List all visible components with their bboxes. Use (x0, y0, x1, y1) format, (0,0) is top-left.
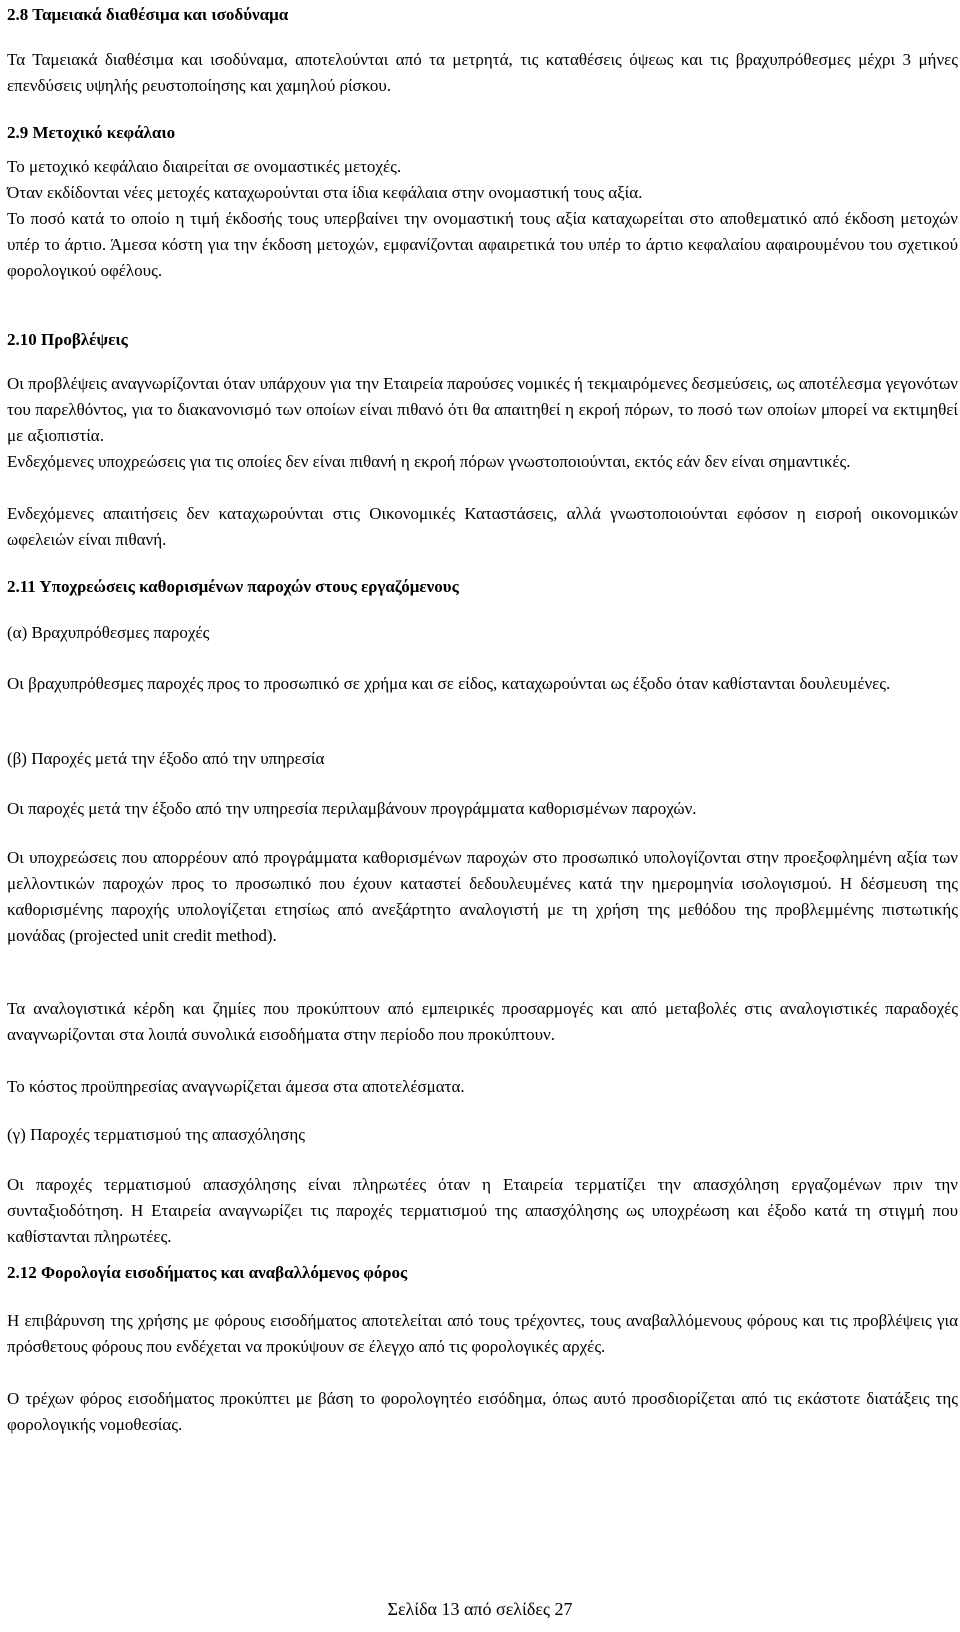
section-2-9-paragraph-1: Το μετοχικό κεφάλαιο διαιρείται σε ονομαστικές μετοχές. (7, 157, 402, 176)
section-2-10-paragraph-1: Οι προβλέψεις αναγνωρίζονται όταν υπάρχουν για την Εταιρεία παρούσες νομικές ή τεκμαιρόμενες δεσμεύσεις, ως αποτέλεσμα γεγονότων του παρελθόντος, για το διακανονισμό των οποίων είναι πιθανό ότι θα απαιτηθεί η εκροή πόρων, το ποσό των οποίων μπορεί να εκτιμηθεί με αξιοπιστία. (7, 374, 958, 445)
section-2-8-heading: 2.8 Ταμειακά διαθέσιμα και ισοδύναμα (7, 5, 289, 24)
section-2-11-b-paragraph-3: Τα αναλογιστικά κέρδη και ζημίες που προκύπτουν από εμπειρικές προσαρμογές και από μεταβολές στις αναλογιστικές παραδοχές αναγνωρίζονται στα λοιπά συνολικά εισοδήματα στην περίοδο που προκύπτουν. (7, 999, 958, 1044)
section-2-9-heading: 2.9 Μετοχικό κεφάλαιο (7, 123, 176, 142)
section-2-12-paragraph-1: Η επιβάρυνση της χρήσης με φόρους εισοδήματος αποτελείται από τους τρέχοντες, τους αναβαλλόμενους φόρους και τις προβλέψεις για πρόσθετους φόρους που ενδέχεται να προκύψουν σε έλεγχο από τις φορολογικές αρχές. (7, 1311, 958, 1356)
section-2-11-b-paragraph-1: Οι παροχές μετά την έξοδο από την υπηρεσία περιλαμβάνουν προγράμματα καθορισμένων παροχών. (7, 799, 697, 818)
section-2-11-subheading-b: (β) Παροχές μετά την έξοδο από την υπηρεσία (7, 749, 325, 768)
section-2-11-subheading-c: (γ) Παροχές τερματισμού της απασχόλησης (7, 1125, 305, 1144)
section-2-11-c-paragraph: Οι παροχές τερματισμού απασχόλησης είναι πληρωτέες όταν η Εταιρεία τερματίζει την απασχόληση εργαζομένων πριν την συνταξιοδότηση. Η Εταιρεία αναγνωρίζει τις παροχές τερματισμού της απασχόλησης ως υποχρέωση και έξοδο κατά τη στιγμή που καθίστανται πληρωτέες. (7, 1175, 958, 1246)
section-2-12-heading: 2.12 Φορολογία εισοδήματος και αναβαλλόμενος φόρος (7, 1263, 408, 1282)
section-2-11-b-paragraph-2: Οι υποχρεώσεις που απορρέουν από προγράμματα καθορισμένων παροχών στο προσωπικό υπολογίζονται στην προεξοφλημένη αξία των μελλοντικών παροχών προς το προσωπικό που έχουν καταστεί δεδουλευμένες κατά την ημερομηνία ισολογισμού. Η δέσμευση της καθορισμένης παροχής υπολογίζεται ετησίως από ανεξάρτητο αναλογιστή με τη χρήση της μεθόδου της προβλεμμένης πιστωτικής μονάδας (projected unit credit method). (7, 848, 958, 945)
section-2-10-paragraph-3: Ενδεχόμενες απαιτήσεις δεν καταχωρούνται στις Οικονομικές Καταστάσεις, αλλά γνωστοποιούνται εφόσον η εισροή οικονομικών ωφελειών είναι πιθανή. (7, 504, 958, 549)
section-2-12-paragraph-2: Ο τρέχων φόρος εισοδήματος προκύπτει με βάση το φορολογητέο εισόδημα, όπως αυτό προσδιορίζεται από τις εκάστοτε διατάξεις της φορολογικής νομοθεσίας. (7, 1389, 958, 1434)
section-2-9-paragraph-2: Όταν εκδίδονται νέες μετοχές καταχωρούνται στα ίδια κεφάλαια στην ονομαστική τους αξία. (7, 183, 643, 202)
section-2-11-heading: 2.11 Υποχρεώσεις καθορισμένων παροχών στους εργαζόμενους (7, 577, 459, 596)
section-2-8-paragraph: Τα Ταμειακά διαθέσιμα και ισοδύναμα, αποτελούνται από τα μετρητά, τις καταθέσεις όψεως και τις βραχυπρόθεσμες μέχρι 3 μήνες επενδύσεις υψηλής ρευστοποίησης και χαμηλού ρίσκου. (7, 50, 958, 95)
section-2-10-paragraph-2: Ενδεχόμενες υποχρεώσεις για τις οποίες δεν είναι πιθανή η εκροή πόρων γνωστοποιούνται, εκτός εάν δεν είναι σημαντικές. (7, 452, 851, 471)
page-number-footer: Σελίδα 13 από σελίδες 27 (387, 1599, 573, 1619)
section-2-11-b-paragraph-4: Το κόστος προϋπηρεσίας αναγνωρίζεται άμεσα στα αποτελέσματα. (7, 1077, 465, 1096)
section-2-11-subheading-a: (α) Βραχυπρόθεσμες παροχές (7, 623, 210, 642)
section-2-9-paragraph-3: Το ποσό κατά το οποίο η τιμή έκδοσής τους υπερβαίνει την ονομαστική τους αξία καταχωρείται στο αποθεματικό από έκδοση μετοχών υπέρ το άρτιο. Άμεσα κόστη για την έκδοση μετοχών, εμφανίζονται αφαιρετικά του υπέρ το άρτιο κεφαλαίου αφαιρουμένου του σχετικού φορολογικού οφέλους. (7, 209, 958, 280)
section-2-11-a-paragraph: Οι βραχυπρόθεσμες παροχές προς το προσωπικό σε χρήμα και σε είδος, καταχωρούνται ως έξοδο όταν καθίστανται δουλευμένες. (7, 674, 891, 693)
section-2-10-heading: 2.10 Προβλέψεις (7, 330, 128, 349)
